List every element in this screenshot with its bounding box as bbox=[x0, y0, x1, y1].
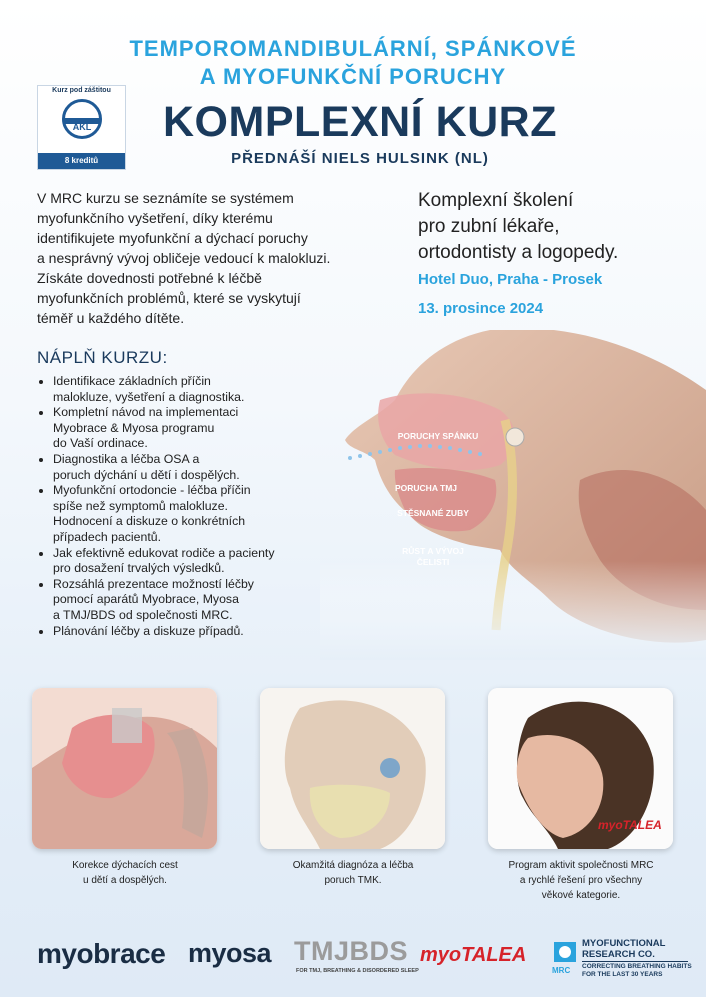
intro-line: Získáte dovednosti potřebné k léčbě bbox=[37, 270, 262, 286]
label-sleep-disorders: PORUCHY SPÁNKU bbox=[397, 431, 479, 441]
intro-line: myofunkčního vyšetření, díky kterému bbox=[37, 210, 273, 226]
mrc-mark-text: MRC bbox=[552, 966, 571, 975]
card-tmj-image bbox=[260, 688, 445, 849]
akl-seal-logo bbox=[62, 99, 102, 139]
card-caption-1: Korekce dýchacích cest u dětí a dospělých. bbox=[72, 860, 178, 886]
mrc-divider bbox=[582, 961, 688, 962]
tmj-skull-image bbox=[260, 688, 445, 849]
header-line-1: TEMPOROMANDIBULÁRNÍ, SPÁNKOVÉ bbox=[129, 36, 577, 61]
badge-caption: Kurz pod záštitou bbox=[52, 87, 111, 94]
list-item: • Jak efektivně edukovat rodiče a pacienty pro dosažení trvalých výsledků. bbox=[53, 546, 343, 577]
intro-line: téměř u každého dítěte. bbox=[37, 310, 185, 326]
list-item: • Rozsáhlá prezentace možností léčby pomocí aparátů Myobrace, Myosa a TMJ/BDS od společnosti MRC. bbox=[53, 577, 343, 624]
event-date: 13. prosince 2024 bbox=[418, 300, 544, 317]
training-line: Komplexní školení bbox=[418, 190, 574, 211]
contents-title: NÁPLŇ KURZU: bbox=[37, 348, 168, 367]
label-tmj-disorder: PORUCHA TMJ bbox=[394, 483, 458, 493]
card-airway-image bbox=[32, 688, 217, 849]
badge-letters: AKL bbox=[72, 122, 92, 132]
airway-anatomy-image bbox=[32, 688, 217, 849]
list-item: • Myofunkční ortodoncie - léčba příčin spíše než symptomů malokluze. Hodnocení a diskuze o konkrétních případech pacientů. bbox=[53, 483, 343, 545]
list-item: • Kompletní návod na implementaci Myobrace & Myosa programu do Vaší ordinace. bbox=[53, 405, 343, 452]
mrc-tagline-1: CORRECTING BREATHING HABITS bbox=[582, 963, 692, 970]
lecturer-line: PŘEDNÁŠÍ NIELS HULSINK (NL) bbox=[231, 150, 489, 167]
card-child-image bbox=[488, 688, 673, 849]
venue: Hotel Duo, Praha - Prosek bbox=[418, 271, 603, 288]
training-audience bbox=[418, 188, 678, 266]
label-crowded-teeth: STĚSNANÉ ZUBY bbox=[397, 508, 469, 518]
card-caption-3: Program aktivit společnosti MRC a rychlé řešení pro všechny věkové kategorie. bbox=[508, 860, 654, 901]
label-jaw-growth-1: RŮST A VÝVOJ bbox=[402, 546, 464, 556]
myosa-logo: myosa bbox=[188, 938, 272, 968]
training-line: ortodontisty a logopedy. bbox=[418, 242, 619, 263]
tmjbds-logo: TMJBDS bbox=[294, 936, 409, 966]
header-line-2: A MYOFUNKČNÍ PORUCHY bbox=[199, 64, 507, 89]
card-caption-2: Okamžitá diagnóza a léčba poruch TMK. bbox=[292, 860, 414, 886]
badge-credits: 8 kreditů bbox=[38, 153, 125, 169]
head-anatomy-illustration bbox=[320, 330, 706, 660]
intro-line: V MRC kurzu se seznámíte se systémem bbox=[37, 190, 294, 206]
myotalea-logo: myoTALEA bbox=[420, 944, 527, 966]
page-title: KOMPLEXNÍ KURZ bbox=[163, 98, 557, 146]
intro-line: a nesprávný vývoj obličeje vedoucí k malokluzi. bbox=[37, 250, 331, 266]
training-line: pro zubní lékaře, bbox=[418, 216, 560, 237]
myotalea-card-logo: myoTALEA bbox=[598, 818, 662, 832]
intro-paragraph bbox=[37, 188, 372, 328]
intro-line: identifikujete myofunkční a dýchací poruchy bbox=[37, 230, 308, 246]
akl-badge bbox=[37, 85, 126, 170]
list-item: • Diagnostika a léčba OSA a poruch dýchání u dětí i dospělých. bbox=[53, 452, 343, 483]
mrc-tagline-2: FOR THE LAST 30 YEARS bbox=[582, 971, 663, 978]
label-jaw-growth-2: ČELISTI bbox=[416, 557, 450, 567]
mrc-name-1: MYOFUNCTIONAL bbox=[582, 938, 666, 949]
tmjbds-tagline: FOR TMJ, BREATHING & DISORDERED SLEEP bbox=[296, 968, 419, 974]
list-item: • Plánování léčby a diskuze případů. bbox=[53, 624, 343, 640]
mrc-name-2: RESEARCH CO. bbox=[582, 949, 655, 960]
myobrace-logo: myobrace bbox=[37, 938, 166, 969]
intro-line: myofunkčních problémů, které se vyskytují bbox=[37, 290, 301, 306]
list-item: • Identifikace základních příčin malokluze, vyšetření a diagnostika. bbox=[53, 374, 343, 405]
contents-list bbox=[36, 374, 343, 639]
